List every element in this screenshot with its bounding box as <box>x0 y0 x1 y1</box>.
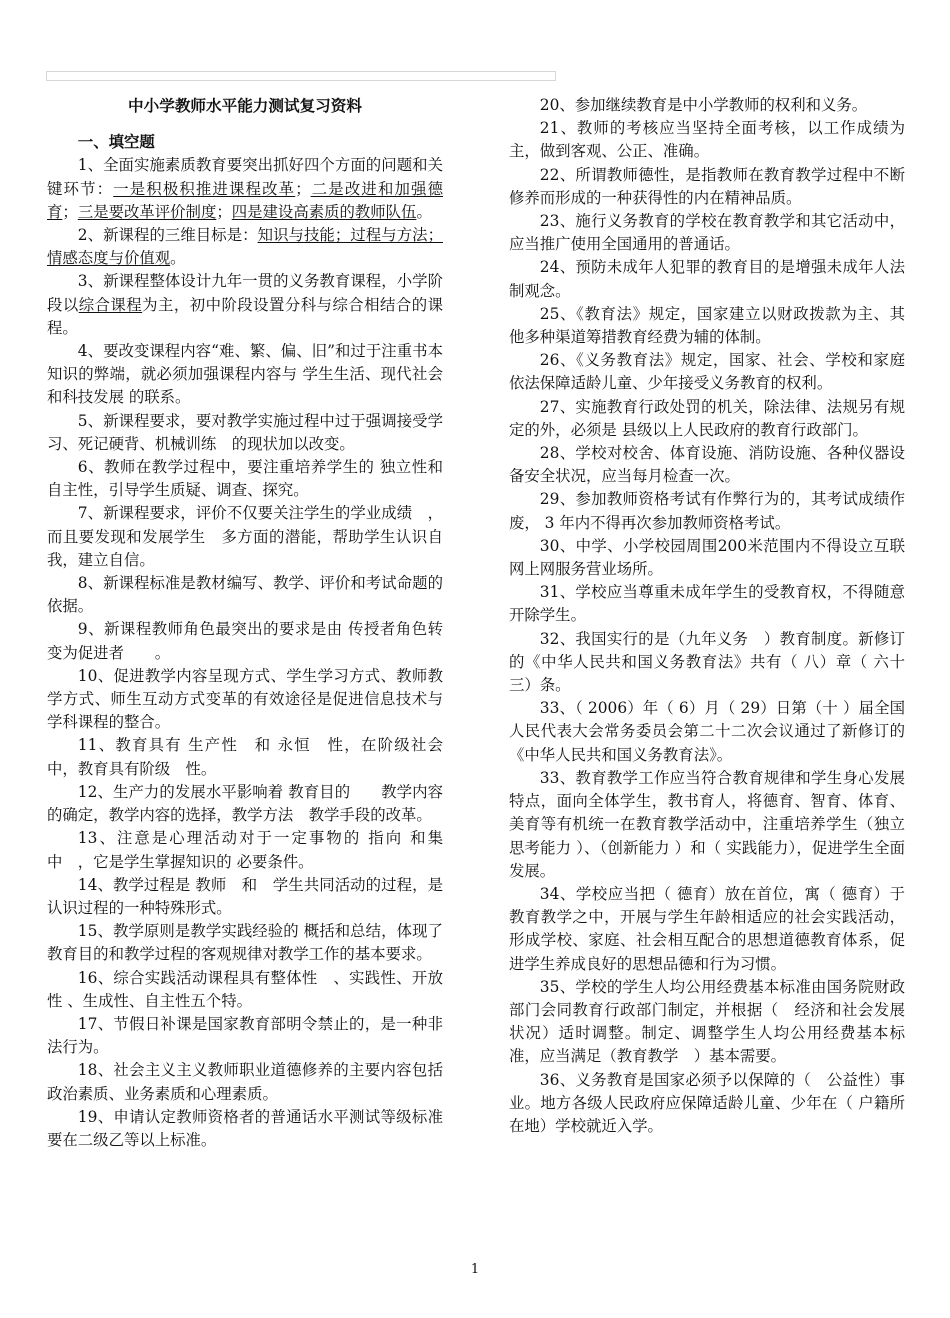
question-item-35: 34、学校应当把（ 德育）放在首位，寓（ 德育）于教育教学之中，开展与学生年龄相适应的社会实践活动，形成学校、家庭、社会相互配合的思想道德教育体系，促进学生养成良好的思想品德和行为习惯。 <box>509 884 905 973</box>
question-item-17: 17、节假日补课是国家教育部明令禁止的，是一种非法行为。 <box>47 1014 443 1057</box>
question-item-1 <box>47 154 443 224</box>
right-column <box>509 94 905 1138</box>
question-text: 3、新课程整体设计九年一贯的义务教育课程，小学阶段以 <box>47 272 443 314</box>
separator: ； <box>62 202 78 221</box>
answer-underline: 四是建设高素质的教师队伍 <box>231 202 417 221</box>
question-item-31: 31、学校应当尊重未成年学生的受教育权，不得随意开除学生。 <box>509 583 905 625</box>
question-text: 1、全面实施素质教育要突出抓好四个方面的问题和关键环节： <box>47 156 443 198</box>
question-item-25: 25、《教育法》规定，国家建立以财政拨款为主、其他多种渠道筹措教育经费为辅的体制。 <box>509 304 905 347</box>
question-item-32: 32、我国实行的是（九年义务 ）教育制度。新修订的《中华人民共和国义务教育法》共有（ 八）章（ 六十三）条。 <box>509 629 905 695</box>
question-text: 。 <box>170 249 186 268</box>
document-title: 中小学教师水平能力测试复习资料 <box>128 96 362 115</box>
question-item-20: 20、参加继续教育是中小学教师的权利和义务。 <box>539 96 868 114</box>
question-item-2 <box>47 224 443 270</box>
question-text: 。 <box>416 202 432 221</box>
separator: ； <box>295 179 311 198</box>
question-item-10: 10、促进教学内容呈现方式、学生学习方式、教师教学方式、师生互动方式变革的有效途径是促进信息技术与学科课程的整合。 <box>47 666 443 732</box>
question-item-21: 21、教师的考核应当坚持全面考核，以工作成绩为主，做到客观、公正、准确。 <box>509 119 905 161</box>
left-column <box>47 94 474 1152</box>
question-item-12: 12、生产力的发展水平影响着 教育目的 教学内容 的确定，教学内容的选择，教学方法 教学手段的改革。 <box>47 782 474 825</box>
answer-underline: 二是改进和加强德育 <box>47 179 443 221</box>
question-item-30: 30、中学、小学校园周围200米范围内不得设立互联网上网服务营业场所。 <box>509 536 905 579</box>
question-item-14: 14、教学过程是 教师 和 学生共同活动的过程，是认识过程的一种特殊形式。 <box>47 875 443 917</box>
header-frame <box>46 71 556 81</box>
question-item-19: 19、申请认定教师资格者的普通话水平测试等级标准要在二级乙等以上标准。 <box>47 1107 443 1149</box>
question-item-11: 11、教育具有 生产性 和 永恒 性，在阶级社会中，教育具有阶级 性。 <box>47 736 443 778</box>
separator: ； <box>216 202 232 221</box>
question-item-9: 9、新课程教师角色最突出的要求是由 传授者角色转变为促进者 。 <box>47 620 443 662</box>
question-item-26: 26、《义务教育法》规定，国家、社会、学校和家庭依法保障适龄儿童、少年接受义务教育的权利。 <box>509 351 905 393</box>
question-item-15: 15、教学原则是教学实践经验的 概括和总结，体现了教育目的和教学过程的客观规律对教学工作的基本要求。 <box>47 922 443 964</box>
answer-underline: 知识与技能；过程与方法；情感态度与价值观 <box>47 226 443 268</box>
answer-underline: 一是积极积推进课程改革 <box>113 179 296 198</box>
question-item-13: 13、注意是心理活动对于一定事物的 指向 和集中 ，它是学生掌握知识的 必要条件。 <box>47 829 443 871</box>
answer-underline: 综合课程 <box>78 295 143 314</box>
question-item-33: 33、（ 2006）年（ 6）月（ 29）日第（十 ）届全国人民代表大会常务委员会第二十二次会议通过了新修订的《中华人民共和国义务教育法》。 <box>509 699 905 764</box>
question-item-36: 35、学校的学生人均公用经费基本标准由国务院财政部门会同教育行政部门制定，并根据（ 经济和社会发展状况）适时调整。制定、调整学生人均公用经费基本标准，应当满足（教育教学 ）基本需要。 <box>509 977 905 1066</box>
question-item-37: 36、义务教育是国家必须予以保障的（ 公益性）事业。地方各级人民政府应保障适龄儿童、少年在（ 户籍所在地）学校就近入学。 <box>509 1070 905 1135</box>
question-item-16: 16、综合实践活动课程具有整体性 、实践性、开放性 、生成性、自主性五个特。 <box>47 968 443 1010</box>
question-item-3 <box>47 270 443 340</box>
question-item-24: 24、预防未成年人犯罪的教育目的是增强未成年人法制观念。 <box>509 258 905 300</box>
question-item-6: 6、教师在教学过程中，要注重培养学生的 独立性和自主性，引导学生质疑、调查、探究。 <box>47 458 443 500</box>
question-item-22: 22、所谓教师德性，是指教师在教育教学过程中不断修养而形成的一种获得性的内在精神品质。 <box>509 165 905 207</box>
question-item-7: 7、新课程要求，评价不仅要关注学生的学业成绩 ，而且要发现和发展学生 多方面的潜能，帮助学生认识自我，建立自信。 <box>47 504 443 569</box>
section-heading: 一、填空题 <box>77 133 155 152</box>
question-item-4: 4、要改变课程内容“难、繁、偏、旧”和过于注重书本知识的弊端，就必须加强课程内容与 学生生活、现代社会和科技发展 的联系。 <box>47 342 443 407</box>
question-item-18: 18、社会主义主义教师职业道德修养的主要内容包括政治素质、业务素质和心理素质。 <box>47 1061 443 1103</box>
question-item-29: 29、参加教师资格考试有作弊行为的，其考试成绩作废， 3 年内不得再次参加教师资格考试。 <box>509 490 905 532</box>
question-item-34: 33、教育教学工作应当符合教育规律和学生身心发展特点，面向全体学生，教书育人，将德育、智育、体育、美育等有机统一在教育教学活动中，注重培养学生（独立思考能力 ）、（创新能力 ）和（ 实践能力），促进学生全面发展。 <box>509 768 905 880</box>
answer-underline: 三是要改革评价制度 <box>77 202 217 221</box>
page-number: 1 <box>470 1262 480 1277</box>
question-item-8: 8、新课程标准是教材编写、教学、评价和考试命题的依据。 <box>47 574 443 616</box>
question-item-23: 23、施行义务教育的学校在教育教学和其它活动中，应当推广使用全国通用的普通话。 <box>509 212 905 254</box>
question-item-27: 27、实施教育行政处罚的机关，除法律、法规另有规定的外，必须是 县级以上人民政府的教育行政部门。 <box>509 397 905 439</box>
question-text: 为主，初中阶段设置分科与综合相结合的课程。 <box>47 295 443 337</box>
question-item-28: 28、学校对校舍、体育设施、消防设施、各种仪器设备安全状况，应当每月检查一次。 <box>509 444 905 486</box>
question-item-5: 5、新课程要求，要对教学实施过程中过于强调接受学习、死记硬背、机械训练 的现状加以改变。 <box>47 411 443 453</box>
question-text: 2、新课程的三维目标是： <box>77 226 258 245</box>
